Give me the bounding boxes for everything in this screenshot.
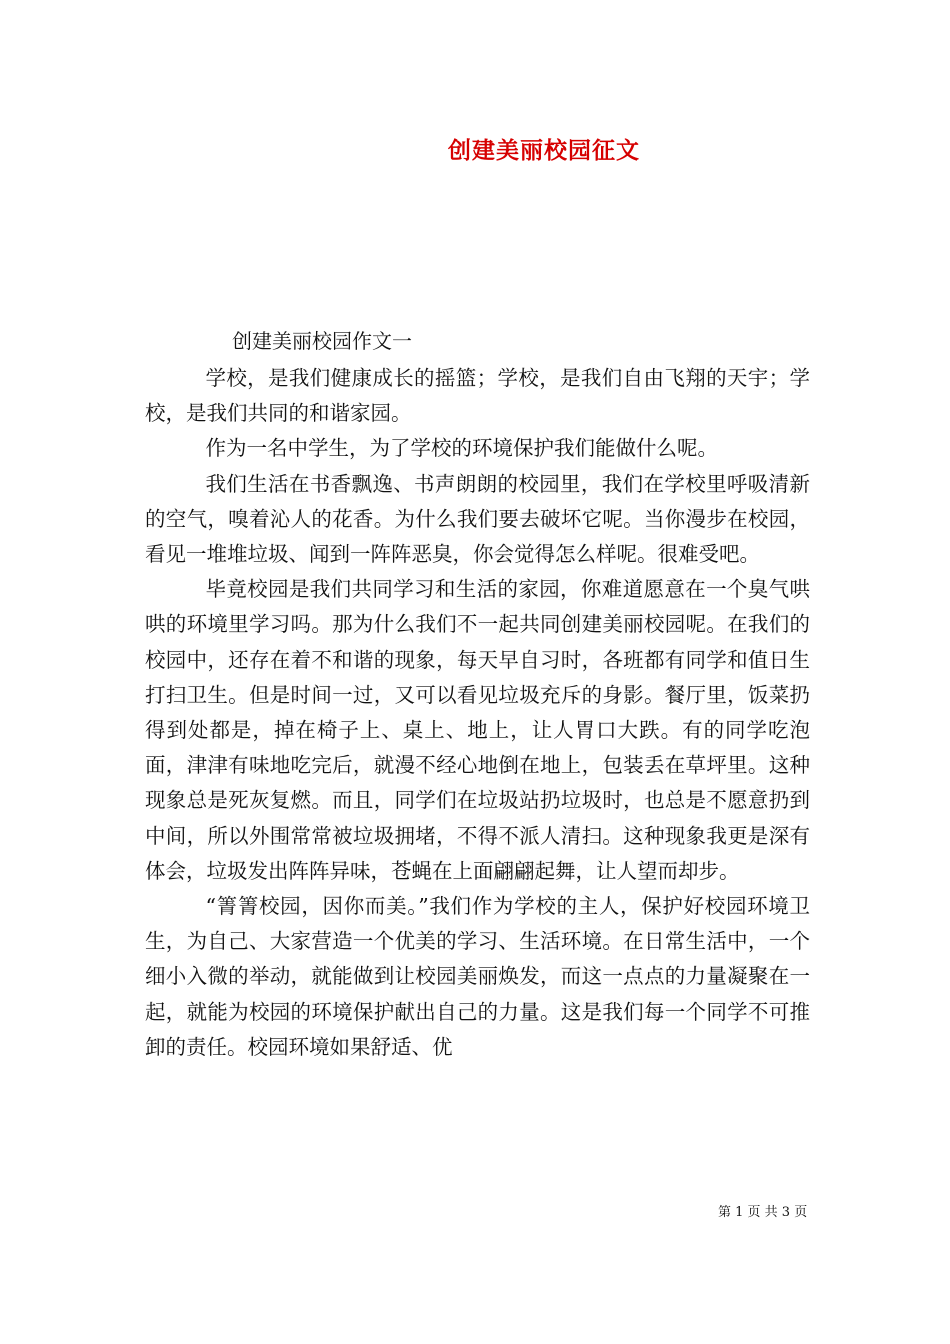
document-subtitle: 创建美丽校园作文一 bbox=[232, 329, 412, 353]
paragraph-4: 毕竟校园是我们共同学习和生活的家园，你难道愿意在一个臭气哄哄的环境里学习吗。那为什么我们不一起共同创建美丽校园呢。在我们的校园中，还存在着不和谐的现象，每天早自习时，各班都有同学和值日生打扫卫生。但是时间一过，又可以看见垃圾充斥的身影。餐厅里，饭菜扔得到处都是，掉在椅子上、桌上、地上，让人胃口大跌。有的同学吃泡面，津津有味地吃完后，就漫不经心地倒在地上，包装丢在草坪里。这种现象总是死灰复燃。而且，同学们在垃圾站扔垃圾时，也总是不愿意扔到中间，所以外围常常被垃圾拥堵，不得不派人清扫。这种现象我更是深有体会，垃圾发出阵阵异味，苍蝇在上面翩翩起舞，让人望而却步。 bbox=[145, 577, 810, 883]
document-title: 创建美丽校园征文 bbox=[448, 137, 640, 164]
paragraph-1: 学校，是我们健康成长的摇篮；学校，是我们自由飞翔的天宇；学校，是我们共同的和谐家园。 bbox=[145, 366, 810, 426]
paragraph-2: 作为一名中学生，为了学校的环境保护我们能做什么呢。 bbox=[205, 436, 718, 461]
page-number: 第 1 页 共 3 页 bbox=[718, 1205, 808, 1220]
paragraph-5: “箐箐校园，因你而美。”我们作为学校的主人，保护好校园环境卫生，为自己、大家营造一个优美的学习、生活环境。在日常生活中，一个细小入微的举动，就能做到让校园美丽焕发，而这一点点的力量凝聚在一起，就能为校园的环境保护献出自己的力量。这是我们每一个同学不可推卸的责任。校园环境如果舒适、优 bbox=[145, 894, 810, 1059]
paragraph-3: 我们生活在书香飘逸、书声朗朗的校园里，我们在学校里呼吸清新的空气，嗅着沁人的花香。为什么我们要去破坏它呢。当你漫步在校园，看见一堆堆垃圾、闻到一阵阵恶臭，你会觉得怎么样呢。很难受吧。 bbox=[145, 471, 810, 567]
document-body bbox=[145, 361, 810, 1065]
